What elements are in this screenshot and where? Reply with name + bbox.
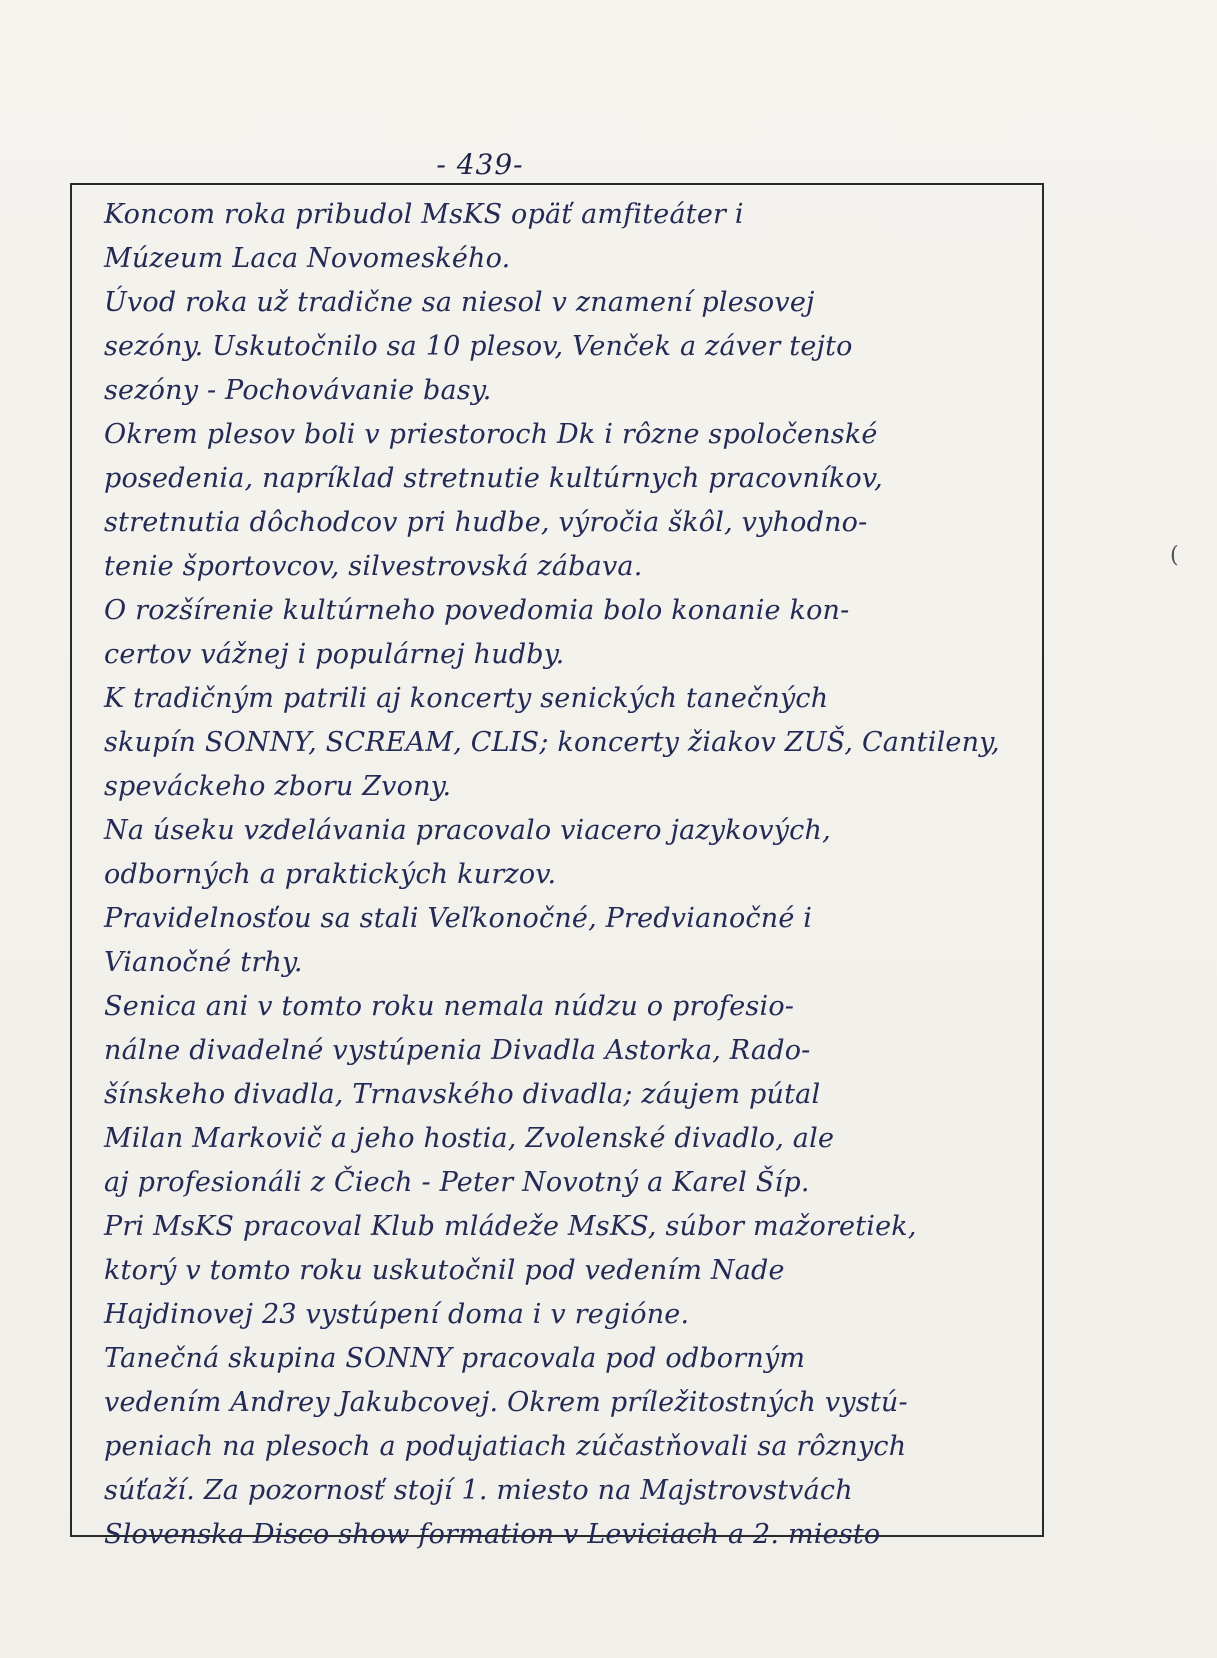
margin-mark: (	[1170, 543, 1179, 568]
text-line: sezóny - Pochovávanie basy.	[104, 375, 492, 406]
text-line: Koncom roka pribudol MsKS opäť amfiteáter i	[104, 199, 744, 230]
text-line: Senica ani v tomto roku nemala núdzu o profesio-	[104, 991, 795, 1022]
text-line: vedením Andrey Jakubcovej. Okrem príležitostných vystú-	[104, 1387, 908, 1418]
text-line: sezóny. Uskutočnilo sa 10 plesov, Venček a záver tejto	[104, 331, 853, 362]
text-line: Múzeum Laca Novomeského.	[104, 243, 511, 274]
text-line: Pri MsKS pracoval Klub mládeže MsKS, súbor mažoretiek,	[104, 1211, 917, 1242]
page-number: - 439-	[436, 148, 524, 181]
text-line: Slovenska Disco show formation v Leviciach a 2. miesto	[104, 1519, 881, 1550]
text-line: ktorý v tomto roku uskutočnil pod vedením Nade	[104, 1255, 785, 1286]
text-line: Milan Markovič a jeho hostia, Zvolenské divadlo, ale	[104, 1123, 835, 1154]
text-line: Vianočné trhy.	[104, 947, 303, 978]
text-line: posedenia, napríklad stretnutie kultúrnych pracovníkov,	[104, 463, 883, 494]
text-line: nálne divadelné vystúpenia Divadla Astorka, Rado-	[104, 1035, 811, 1066]
text-line: Okrem plesov boli v priestoroch Dk i rôzne spoločenské	[104, 419, 878, 450]
text-line: speváckeho zboru Zvony.	[104, 771, 452, 802]
text-line: aj profesionáli z Čiech - Peter Novotný a Karel Šíp.	[104, 1167, 810, 1198]
text-line: K tradičným patrili aj koncerty senických tanečných	[104, 683, 829, 714]
text-line: šínskeho divadla, Trnavského divadla; záujem pútal	[104, 1079, 821, 1110]
text-line: Úvod roka už tradične sa niesol v znamení plesovej	[104, 287, 815, 318]
handwritten-text	[104, 193, 1034, 1557]
text-line: skupín SONNY, SCREAM, CLIS; koncerty žiakov ZUŠ, Cantileny,	[104, 727, 1000, 758]
text-line: Pravidelnosťou sa stali Veľkonočné, Predvianočné i	[104, 903, 813, 934]
text-line: certov vážnej i populárnej hudby.	[104, 639, 565, 670]
text-line: Hajdinovej 23 vystúpení doma i v regióne.	[104, 1299, 690, 1330]
text-line: stretnutia dôchodcov pri hudbe, výročia škôl, vyhodno-	[104, 507, 868, 538]
text-line: O rozšírenie kultúrneho povedomia bolo konanie kon-	[104, 595, 850, 626]
text-line: peniach na plesoch a podujatiach zúčastňovali sa rôznych	[104, 1431, 907, 1462]
text-line: odborných a praktických kurzov.	[104, 859, 557, 890]
text-line: súťaží. Za pozornosť stojí 1. miesto na Majstrovstvách	[104, 1475, 853, 1506]
text-line: Na úseku vzdelávania pracovalo viacero jazykových,	[104, 815, 831, 846]
text-line: tenie športovcov, silvestrovská zábava.	[104, 551, 643, 582]
text-line: Tanečná skupina SONNY pracovala pod odborným	[104, 1343, 806, 1374]
